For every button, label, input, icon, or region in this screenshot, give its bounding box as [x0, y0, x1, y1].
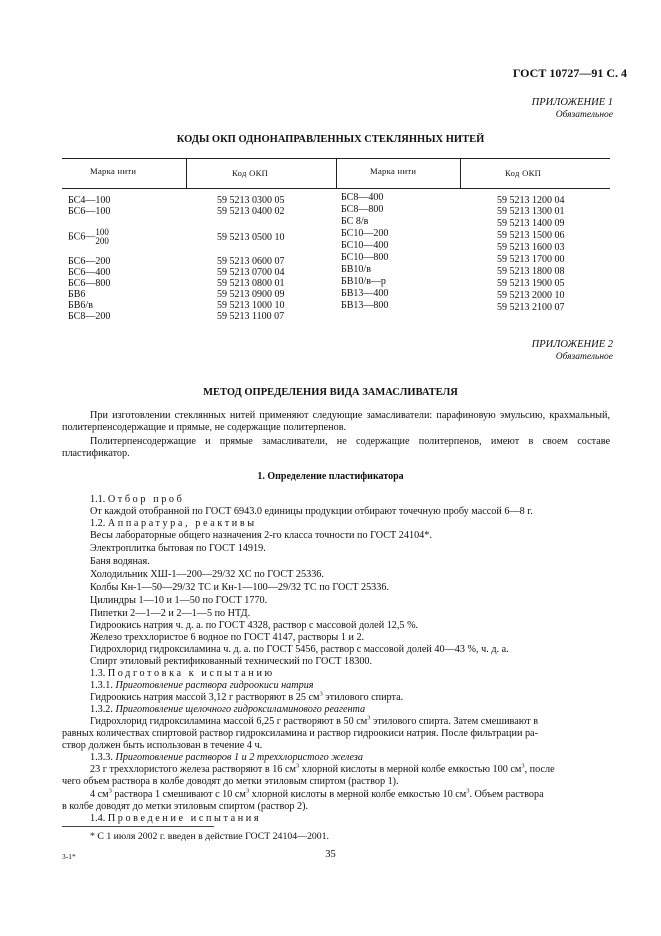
- text-part: 23 г треххлористого железа растворяют в 16 см: [90, 764, 296, 775]
- text-part: Гидрохлорид гидроксиламина массой 6,25 г растворяют в 50 см: [90, 716, 368, 727]
- subsection-1-3-3: [90, 752, 363, 764]
- sheet-mark: 3-1*: [62, 852, 76, 861]
- table-row-mark: БС 8/в: [341, 216, 369, 227]
- table-row-mark: БС4—100: [68, 195, 111, 206]
- subsection-text: [90, 716, 538, 728]
- table-row-code: 59 5213 2100 07: [497, 302, 565, 313]
- table-row-mark: БС6—800: [68, 278, 111, 289]
- table-row-mark: БВ10/в—р: [341, 276, 386, 287]
- appendix-2-status: Обязательное: [555, 352, 613, 362]
- table-row-mark: БС6—400: [68, 267, 111, 278]
- table-header-mark: Марка нити: [370, 166, 417, 176]
- table-header-mark: Марка нити: [90, 166, 137, 176]
- table-row-mark: БВ10/в: [341, 264, 371, 275]
- table-row-code: 59 5213 0700 04: [217, 267, 285, 278]
- appendix-1-status: Обязательное: [555, 110, 613, 120]
- text-part: 4 см: [90, 789, 109, 800]
- table-row-mark: БС10—400: [341, 240, 389, 251]
- appendix-1-label: ПРИЛОЖЕНИЕ 1: [531, 97, 613, 108]
- subsection-1-4: [90, 813, 261, 825]
- equipment-item: Пипетки 2—1—2 и 2—1—5 по НТД.: [90, 608, 251, 619]
- subsection-text: [90, 789, 544, 801]
- table-row-code: 59 5213 1700 00: [497, 254, 565, 265]
- table-row-mark: БС8—800: [341, 204, 384, 215]
- equipment-item: Спирт этиловый ректификованный технический по ГОСТ 18300.: [90, 656, 373, 667]
- table-row-mark: БС10—800: [341, 252, 389, 263]
- table-row-code: 59 5213 0400 02: [217, 206, 285, 217]
- table-row-code: 59 5213 1600 03: [497, 242, 565, 253]
- table-row-mark: БС6—200: [68, 256, 111, 267]
- table-row-code: 59 5213 1100 07: [217, 311, 285, 322]
- equipment-item: Гидрохлорид гидроксиламина ч. д. а. по ГОСТ 5456, раствор с массовой долей 40—43 %, ч. д. а.: [90, 644, 509, 655]
- table-row-code: 59 5213 1500 06: [497, 230, 565, 241]
- subsection-title: Аппаратура, реактивы: [107, 518, 257, 529]
- appendix-2-label: ПРИЛОЖЕНИЕ 2: [531, 339, 613, 350]
- table-row-mark: БС6—: [68, 231, 96, 243]
- table-header-divider: [460, 158, 461, 188]
- subsection-number: 1.3.: [90, 668, 106, 679]
- subsection-text: [90, 692, 403, 704]
- equipment-item: Гидроокись натрия ч. д. а. по ГОСТ 4328, раствор с массовой долей 12,5 %.: [90, 620, 419, 631]
- mark-fraction: [95, 228, 109, 246]
- text-part: этилового спирта.: [322, 692, 404, 703]
- table-row-mark: БВ6: [68, 289, 86, 300]
- subsection-1-3-2: [90, 704, 365, 716]
- table-row-code: 59 5213 0800 01: [217, 278, 285, 289]
- table-row-code: 59 5213 1900 05: [497, 278, 565, 289]
- mark-fraction-numerator: 100: [95, 227, 109, 237]
- table-row-code: 59 5213 1000 10: [217, 300, 285, 311]
- subsection-number: 1.3.1.: [90, 680, 113, 691]
- table-header-divider: [336, 158, 337, 188]
- subsection-1-1: [90, 494, 184, 506]
- subsection-1-3: [90, 668, 275, 680]
- subsection-number: 1.4.: [90, 813, 106, 824]
- table-row-code: 59 5213 1200 04: [497, 195, 565, 206]
- subsection-text: створ должен быть использован в течение 4 ч.: [62, 740, 263, 751]
- equipment-item: Железо треххлористое 6 водное по ГОСТ 4147, растворы 1 и 2.: [90, 632, 365, 643]
- subsection-number: 1.3.3.: [90, 752, 113, 763]
- table-row-mark: БВ13—400: [341, 288, 389, 299]
- equipment-item: Колбы Кн-1—50—29/32 ТС и Кн-1—100—29/32 ТС по ГОСТ 25336.: [90, 582, 390, 593]
- equipment-item: Холодильник ХШ-1—200—29/32 ХС по ГОСТ 25336.: [90, 569, 324, 580]
- subsection-text: равных количествах спиртовой раствор гидроксиламина и раствор гидроокиси натрия. После фильтрации ра-: [62, 728, 538, 739]
- subsection-1-2: [90, 518, 257, 530]
- subsection-text: чего объем раствора в колбе доводят до метки этиловым спиртом (раствор 1).: [62, 776, 399, 787]
- text-part: раствора 1 смешивают с 10 см: [111, 789, 246, 800]
- table-row-mark: БС10—200: [341, 228, 389, 239]
- table-row-code: 59 5213 0300 05: [217, 195, 285, 206]
- subsection-title: Приготовление щелочного гидроксиламинового реагента: [115, 704, 366, 715]
- text-part: . Объем раствора: [469, 789, 544, 800]
- table-row-code: 59 5213 1400 09: [497, 218, 565, 229]
- equipment-item: Цилиндры 1—10 и 1—50 по ГОСТ 1770.: [90, 595, 268, 606]
- table-row-code: 59 5213 1800 08: [497, 266, 565, 277]
- section-1-title: 1. Определение пластификатора: [257, 471, 404, 482]
- table-row-code: 59 5213 0600 07: [217, 256, 285, 267]
- superscript: 3: [367, 714, 371, 722]
- mark-fraction-denominator: 200: [95, 236, 109, 246]
- footnote: * С 1 июля 2002 г. введен в действие ГОСТ 24104—2001.: [90, 831, 329, 842]
- superscript: 3: [319, 690, 323, 698]
- table-header-divider: [186, 158, 187, 188]
- table-row-mark: БС6—100: [68, 206, 111, 217]
- subsection-text: От каждой отобранной по ГОСТ 6943.0 единицы продукции отбирают точечную пробу массой 6—8 г.: [90, 506, 533, 517]
- subsection-title: Отбор проб: [107, 494, 185, 505]
- equipment-item: Весы лабораторные общего назначения 2-го класса точности по ГОСТ 24104*.: [90, 530, 432, 541]
- superscript: 3: [108, 787, 112, 795]
- equipment-item: Электроплитка бытовая по ГОСТ 14919.: [90, 543, 266, 554]
- intro-paragraph: Политерпенсодержащие и прямые замасливатели, не содержащие политерпенов, имеют в своем составе пластификатор.: [62, 436, 610, 459]
- appendix-2-title: МЕТОД ОПРЕДЕЛЕНИЯ ВИДА ЗАМАСЛИВАТЕЛЯ: [203, 387, 458, 398]
- table-row-mark: БВ6/в: [68, 300, 93, 311]
- table-row-code: 59 5213 0500 10: [217, 232, 285, 243]
- subsection-1-3-1: [90, 680, 314, 692]
- table-row-code: 59 5213 2000 10: [497, 290, 565, 301]
- page-number: 35: [325, 849, 336, 860]
- table-header-code: Код ОКП: [232, 168, 269, 178]
- subsection-number: 1.1.: [90, 494, 106, 505]
- table-row-mark: БС8—400: [341, 192, 384, 203]
- subsection-text: в колбе доводят до метки этиловым спиртом (раствор 2).: [62, 801, 309, 812]
- subsection-number: 1.2.: [90, 518, 106, 529]
- table-header-rule: [62, 188, 610, 189]
- text-part: хлорной кислоты в мерной колбе емкостью 100 см: [299, 764, 522, 775]
- subsection-title: Приготовление растворов 1 и 2 треххлористого железа: [115, 752, 363, 763]
- table-row-mark: БВ13—800: [341, 300, 389, 311]
- page-header-standard: ГОСТ 10727—91 С. 4: [512, 66, 627, 80]
- text-part: , после: [524, 764, 555, 775]
- table-row-code: 59 5213 1300 01: [497, 206, 565, 217]
- subsection-title: Приготовление раствора гидроокиси натрия: [115, 680, 314, 691]
- subsection-title: Проведение испытания: [107, 813, 262, 824]
- subsection-text: [90, 764, 555, 776]
- table-row-mark-fraction: [68, 228, 109, 246]
- equipment-item: Баня водяная.: [90, 556, 150, 567]
- superscript: 3: [521, 762, 525, 770]
- table-row-mark: БС8—200: [68, 311, 111, 322]
- table-row-code: 59 5213 0900 09: [217, 289, 285, 300]
- text-part: этилового спирта. Затем смешивают в: [370, 716, 539, 727]
- superscript: 3: [245, 787, 250, 795]
- subsection-number: 1.3.2.: [90, 704, 113, 715]
- intro-paragraph: При изготовлении стеклянных нитей применяют следующие замасливатели: парафиновую эмульсию, крахмальный, политерпенсодержащие и прямые, не содержащие политерпенов.: [62, 410, 610, 433]
- text-part: хлорной кислоты в мерной колбе емкостью 10 см: [249, 789, 467, 800]
- appendix-1-title: КОДЫ ОКП ОДНОНАПРАВЛЕННЫХ СТЕКЛЯННЫХ НИТЕЙ: [176, 134, 485, 145]
- footnote-rule: [62, 826, 214, 827]
- text-part: Гидроокись натрия массой 3,12 г растворяют в 25 см: [90, 692, 320, 703]
- superscript: 3: [466, 787, 470, 795]
- superscript: 3: [295, 762, 300, 770]
- table-header-code: Код ОКП: [505, 168, 542, 178]
- subsection-title: Подготовка к испытанию: [107, 668, 275, 679]
